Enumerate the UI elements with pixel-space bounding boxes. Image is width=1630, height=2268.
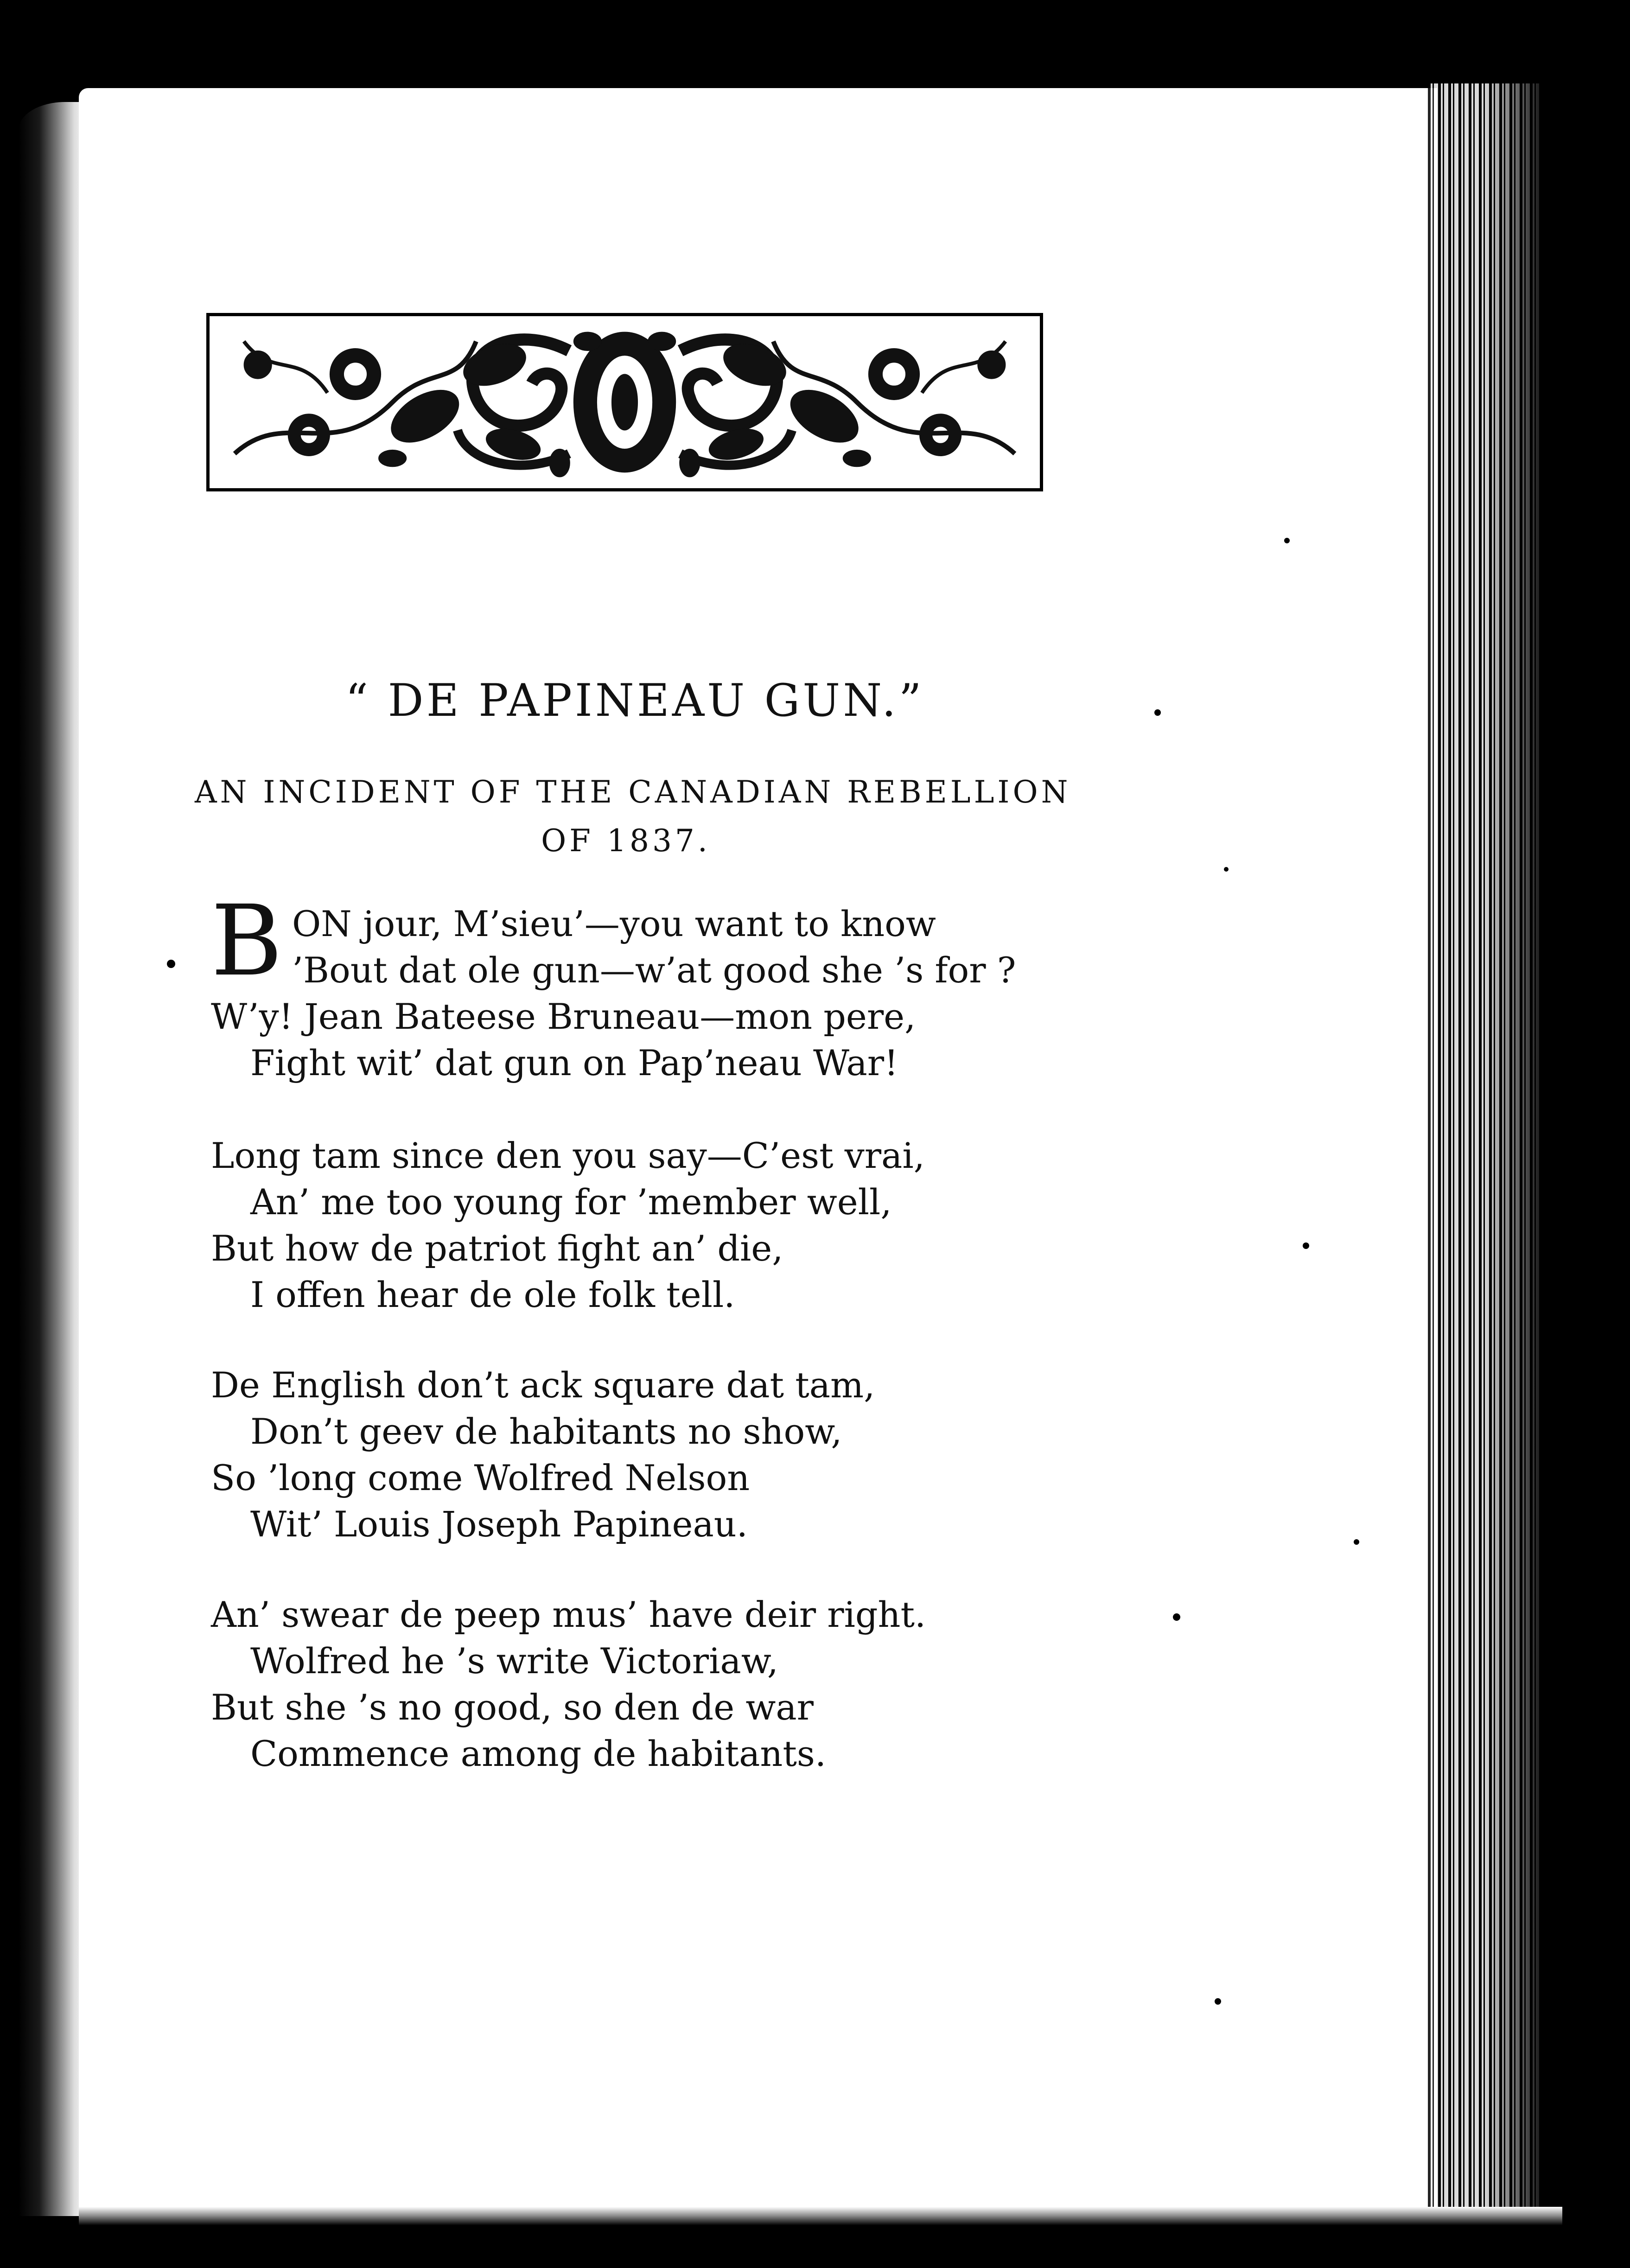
poem-line: Wit’ Louis Joseph Papineau. [250, 1504, 748, 1545]
poem-line: Fight wit’ dat gun on Pap’neau War! [250, 1042, 898, 1083]
poem-line: Wolfred he ’s write Victoriaw, [250, 1640, 778, 1682]
poem-line: But she ’s no good, so den de war [211, 1687, 814, 1728]
scan-speck [1354, 1539, 1359, 1545]
poem-line: ON jour, M’sieu’—you want to know [292, 903, 936, 944]
poem-line: Don’t geev de habitants no show, [250, 1411, 842, 1452]
scan-speck [1303, 1242, 1309, 1249]
scan-speck [1224, 867, 1229, 872]
poem-line: But how de patriot fight an’ die, [211, 1228, 783, 1269]
drop-cap: B [211, 884, 283, 998]
page-bottom-edge [79, 2207, 1562, 2225]
scan-speck [1154, 709, 1161, 716]
floral-ornament-icon [216, 323, 1033, 482]
poem-subtitle-line1: AN INCIDENT OF THE CANADIAN REBELLION [195, 774, 1071, 810]
poem-line: Commence among de habitants. [250, 1733, 827, 1774]
page-left-curl [19, 102, 88, 2216]
poem-title: “ DE PAPINEAU GUN.” [345, 675, 924, 726]
poem-line: An’ swear de peep mus’ have deir right. [211, 1594, 926, 1635]
poem-line: An’ me too young for ’member well, [250, 1181, 892, 1223]
poem-subtitle-line2: OF 1837. [541, 823, 711, 859]
poem-line: Long tam since den you say—C’est vrai, [211, 1135, 925, 1176]
scan-speck [1173, 1613, 1180, 1621]
poem-line: I offen hear de ole folk tell. [250, 1274, 735, 1315]
ornamental-headpiece [206, 313, 1043, 491]
page-edge-shadow [1484, 83, 1576, 2225]
scan-speck [1284, 538, 1290, 543]
poem-line: W’y! Jean Bateese Bruneau—mon pere, [211, 996, 916, 1037]
poem-line: De English don’t ack square dat tam, [211, 1364, 875, 1406]
scan-speck [1215, 1998, 1221, 2005]
poem-line: ’Bout dat ole gun—w’at good she ’s for ? [292, 949, 1016, 991]
scan-speck [167, 960, 175, 968]
poem-line: So ’long come Wolfred Nelson [211, 1457, 750, 1498]
